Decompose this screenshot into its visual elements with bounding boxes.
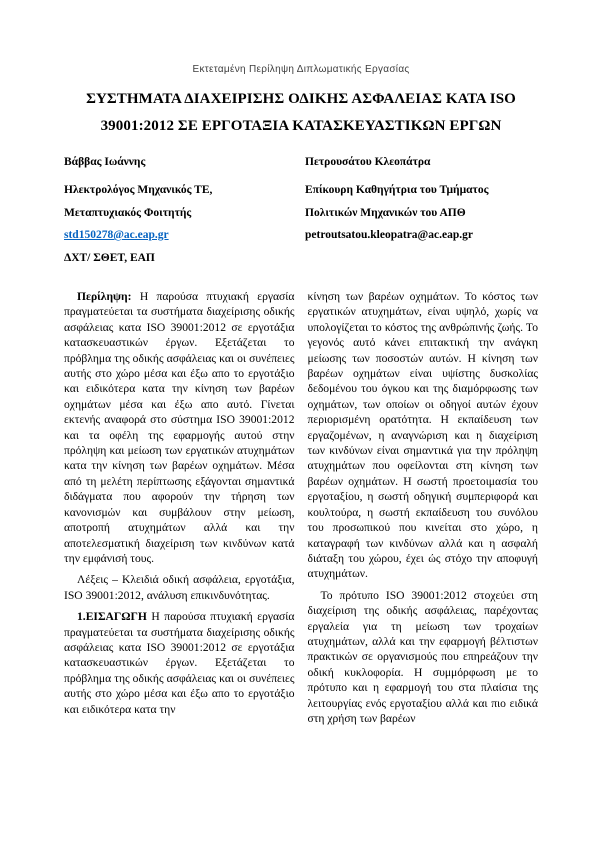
body-two-columns [64, 289, 538, 732]
author-right-name: Πετρουσάτου Κλεοπάτρα [305, 156, 431, 168]
introduction-paragraph-right-2: Το πρότυπο ISO 39001:2012 στοχεύει στη διαχείριση της οδικής ασφάλειας, παρέχοντας εργαλεία για τη μείωση των τροχαίων ατυχημάτων, αλλά και την εφαρμογή βέλτιστων πρακτικών σε οργανισμούς που επηρεάζουν την οδική κυκλοφορία. Η συμμόρφωση με το πρότυπο και η εφαρμογή του στα πλαίσια της λειτουργίας ενός εργοταξίου αλλά και πιο ειδικά στη χρήση των βαρέων [307, 588, 538, 725]
abstract-label: Περίληψη: [77, 290, 132, 303]
column-left [64, 289, 295, 732]
introduction-heading: 1.ΕΙΣΑΓΩΓΗ [77, 610, 147, 624]
paper-title: ΣΥΣΤΗΜΑΤΑ ΔΙΑΧΕΙΡΙΣΗΣ ΟΔΙΚΗΣ ΑΣΦΑΛΕΙΑΣ ΚΑΤΑ ISO 39001:2012 ΣΕ ΕΡΓΟΤΑΞΙΑ ΚΑΤΑΣΚΕΥΑΣΤΙΚΩΝ ΕΡΓΩΝ [86, 91, 516, 134]
document-subtitle: Εκτεταμένη Περίληψη Διπλωματικής Εργασίας [192, 64, 410, 75]
author-right [301, 155, 538, 273]
introduction-text-left: Η παρούσα πτυχιακή εργασία πραγματεύεται τα συστήματα διαχείρισης οδικής ασφάλειας κατα ISO 39001:2012 σε εργοτάξια κατασκευαστικών έργων. Εξετάζεται το πρόβλημα της οδικής ασφάλειας και οι συνέπειες αυτής στο χώρο μέσα και έξω απο το εργοτάξιο και ειδικότερα κατα την [64, 610, 295, 716]
author-right-email: petroutsatou.kleopatra@ac.eap.gr [305, 229, 473, 241]
author-left-role-line2: Μεταπτυχιακός Φοιτητής [64, 206, 192, 219]
introduction-paragraph-right-1: κίνηση των βαρέων οχημάτων. Το κόστος των εργατικών ατυχημάτων, είναι υψηλό, χωρίς να υπολογίζεται το κόστος της ανθρώπινής ζωής. Το γεγονός αυτό κάνει επιτακτική την ανάγκη μείωσης των ποσοστών αυτών. Η κίνηση των βαρέων οχημάτων είναι υψίστης δυσκολίας δεδομένου του όγκου και της διαμόρφωσης των οχημάτων, των οποίων οι οδηγοί αυτών έχουν περιορισμένη ορατότητα. Η εκπαίδευση των εργαζομένων, η αναγνώριση και η διαχείριση των κινδύνων είναι σημαντικά για την πρόληψη ατυχημάτων που οφείλονται στη κίνηση των βαρέων οχημάτων. Η σωστή προετοιμασία του εργοταξίου, η σωστή οδηγική συμπεριφορά και κουλτούρα, η σωστή εκπαίδευση του συνόλου του προσωπικού που κινείται στο χώρο, η καταγραφή των κινδύνων αλλά και η ασφαλή διάταξη του χώρου, έχει ώς στόχο την αποφυγή ατυχημάτων. [307, 290, 538, 581]
author-left-role-line1: Ηλεκτρολόγος Μηχανικός ΤΕ, [64, 184, 213, 196]
abstract-text: Η παρούσα πτυχιακή εργασία πραγματεύεται τα συστήματα διαχείρισης οδικής ασφάλειας κατα ISO 39001:2012 σε εργοτάξια κατασκευαστικών έργων. Εξετάζεται το πρόβλημα της οδικής ασφάλειας και οι συνέπειες αυτής στο χώρο μέσα και έξω απο το εργοτάξιο και ειδικότερα κατα την κίνηση των βαρέων οχημάτων μέσα και έξω απο αυτό. Γίνεται εκτενής αναφορά στο σύστημα ISO 39001:2012 και τα οφέλη της εφαρμογής αυτού στην πρόληψη και μείωση των εργατικών ατυχημάτων κατα την κίνηση των βαρέων οχημάτων. Μέσα από τη μελέτη περίπτωσης εξάγονται σημαντικά διδάγματα που αφορούν την τήρηση των κανονισμών και συμβάλουν στην μείωση, αποτροπή ατυχημάτων αλλά και την αποτελεσματική διαχείριση των κινδύνων κατά την εμφάνισή τους. [64, 290, 295, 565]
author-block [64, 155, 538, 273]
introduction-paragraph-left [64, 609, 295, 717]
keywords-paragraph: Λέξεις – Κλειδιά οδική ασφάλεια, εργοτάξια, ISO 39001:2012, ανάλυση επικινδυνότητας. [64, 573, 295, 602]
abstract-paragraph [64, 289, 295, 566]
column-right [308, 289, 539, 732]
author-left-email-row [64, 228, 301, 242]
author-left-email-link[interactable]: std150278@ac.eap.gr [64, 229, 169, 241]
author-left-name: Βάββας Ιωάννης [64, 156, 146, 168]
author-right-role-line1: Επίκουρη Καθηγήτρια του Τμήματος [305, 184, 489, 196]
author-left-affiliation: ΔΧΤ/ ΣΘΕΤ, ΕΑΠ [64, 251, 155, 264]
author-right-role-line2: Πολιτικών Μηχανικών του ΑΠΘ [305, 206, 466, 219]
author-left [64, 155, 301, 273]
